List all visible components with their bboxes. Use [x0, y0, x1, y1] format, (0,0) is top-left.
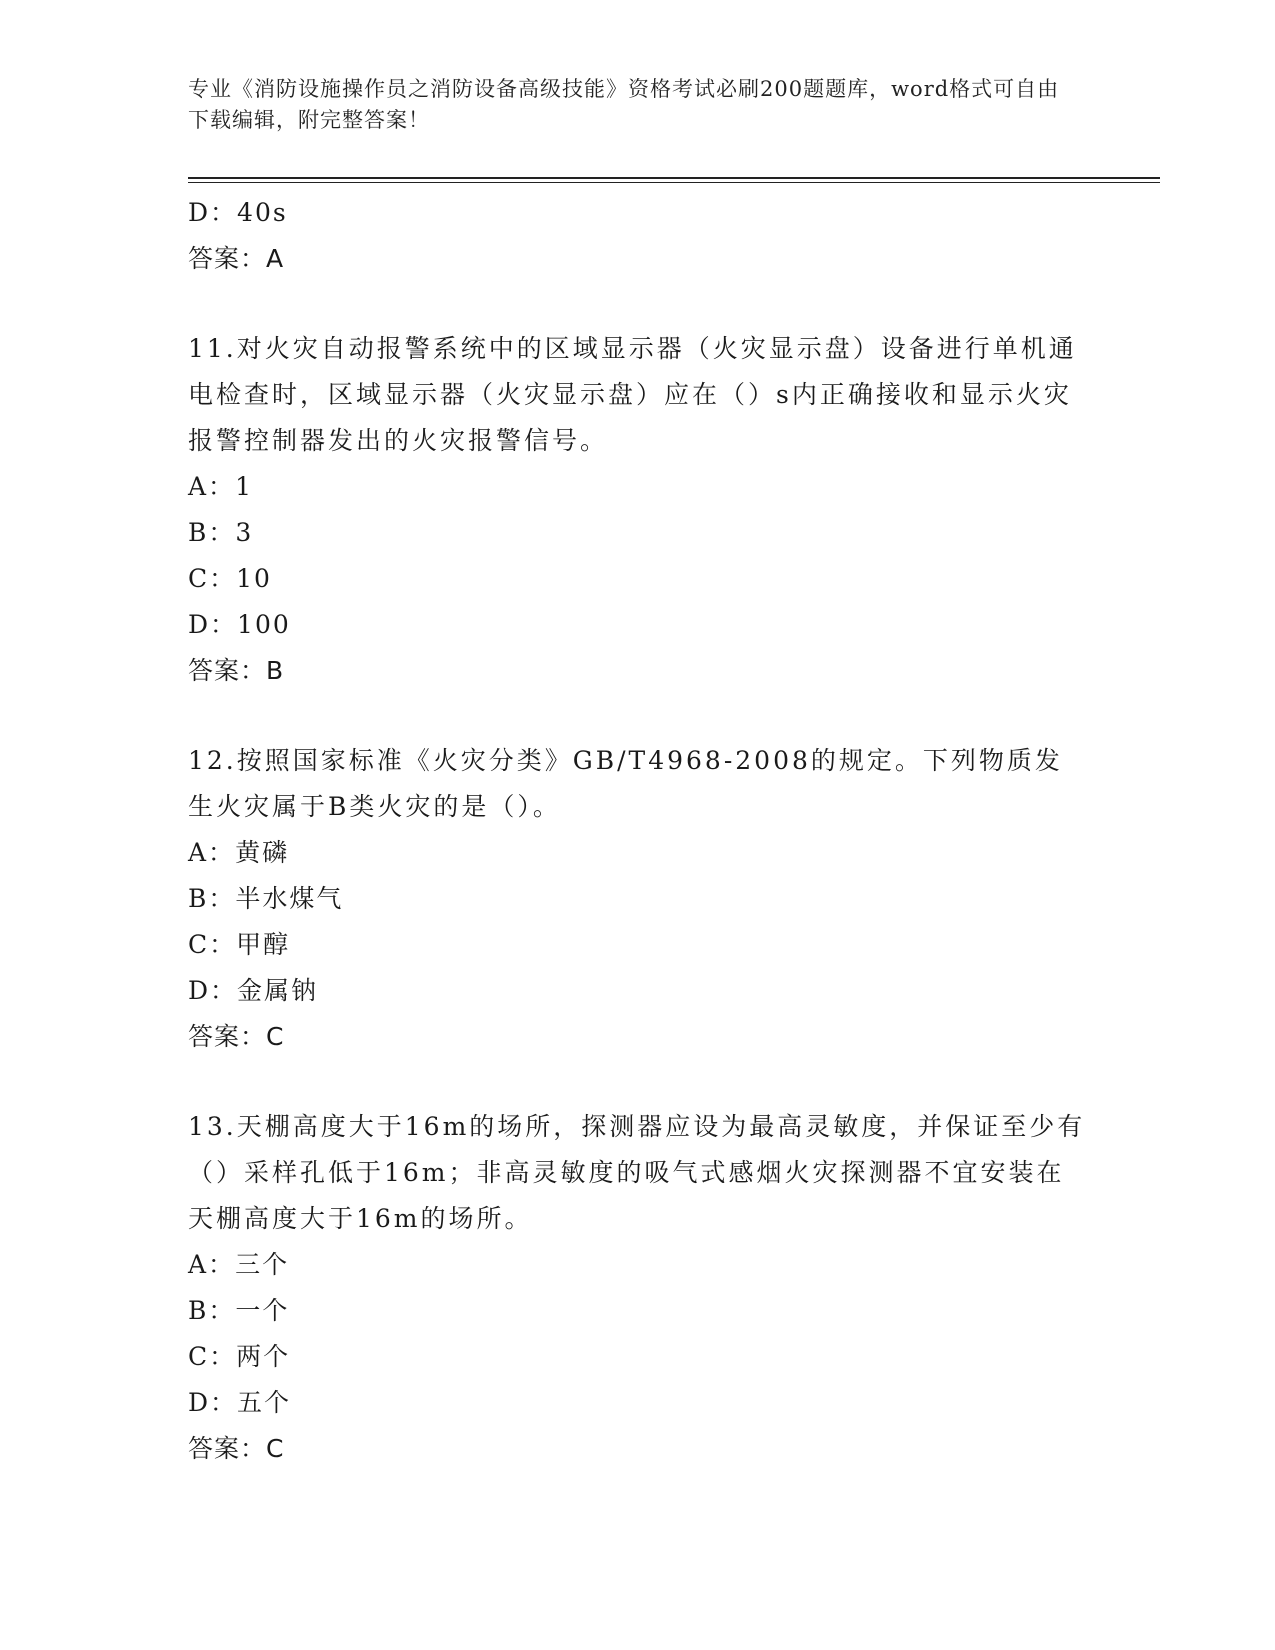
option-letter: B： [188, 1296, 236, 1325]
question-stem: 12.按照国家标准《火灾分类》GB/T4968-2008的规定。下列物质发生火灾属于B类火灾的是（）。 [188, 746, 1063, 821]
option-text: 三个 [235, 1250, 290, 1279]
option-a [188, 830, 1088, 876]
option-a [188, 1242, 1088, 1288]
option-text: 两个 [236, 1342, 291, 1371]
question-11 [188, 326, 1088, 694]
option-d [188, 602, 1088, 648]
document-header: 专业《消防设施操作员之消防设备高级技能》资格考试必刷200题题库，word格式可自由下载编辑，附完整答案！ [188, 77, 1060, 132]
header-rule-thick [188, 177, 1160, 179]
option-letter: B： [188, 518, 236, 547]
option-b [188, 1288, 1088, 1334]
option-letter: D： [188, 198, 238, 227]
option-letter: D： [188, 610, 238, 639]
option-text: 黄磷 [235, 838, 290, 867]
option-d [188, 190, 1088, 236]
option-text: 40s [237, 198, 288, 227]
option-text: 10 [236, 564, 272, 593]
question-13 [188, 1104, 1088, 1472]
option-letter: D： [188, 976, 238, 1005]
question-12 [188, 738, 1088, 1060]
option-b [188, 876, 1088, 922]
option-text: 五个 [237, 1388, 292, 1417]
question-prev [188, 190, 1088, 282]
option-letter: A： [188, 472, 236, 501]
option-text: 半水煤气 [235, 884, 344, 913]
question-list [188, 190, 1088, 1472]
answer-line: 答案：B [188, 656, 285, 685]
question-stem: 11.对火灾自动报警系统中的区域显示器（火灾显示盘）设备进行单机通电检查时，区域显示器（火灾显示盘）应在（）s内正确接收和显示火灾报警控制器发出的火灾报警信号。 [188, 334, 1077, 455]
option-text: 3 [235, 518, 254, 547]
option-text: 100 [237, 610, 291, 639]
option-d [188, 968, 1088, 1014]
option-letter: B： [188, 884, 236, 913]
option-letter: D： [188, 1388, 238, 1417]
option-b [188, 510, 1088, 556]
question-stem: 13.天棚高度大于16m的场所，探测器应设为最高灵敏度，并保证至少有（）采样孔低于16m；非高灵敏度的吸气式感烟火灾探测器不宜安装在天棚高度大于16m的场所。 [188, 1112, 1086, 1233]
answer-line: 答案：A [188, 244, 285, 273]
option-text: 甲醇 [236, 930, 291, 959]
spacer [188, 694, 1088, 738]
option-c [188, 1334, 1088, 1380]
option-letter: A： [188, 838, 236, 867]
spacer [188, 282, 1088, 326]
answer-line: 答案：C [188, 1434, 285, 1463]
option-a [188, 464, 1088, 510]
option-text: 金属钠 [237, 976, 319, 1005]
option-letter: C： [188, 564, 237, 593]
option-letter: C： [188, 930, 237, 959]
option-c [188, 922, 1088, 968]
header-rule-thin [188, 182, 1160, 183]
spacer [188, 1060, 1088, 1104]
option-text: 一个 [235, 1296, 290, 1325]
option-letter: A： [188, 1250, 236, 1279]
option-c [188, 556, 1088, 602]
option-letter: C： [188, 1342, 237, 1371]
option-text: 1 [235, 472, 253, 501]
option-d [188, 1380, 1088, 1426]
answer-line: 答案：C [188, 1022, 285, 1051]
